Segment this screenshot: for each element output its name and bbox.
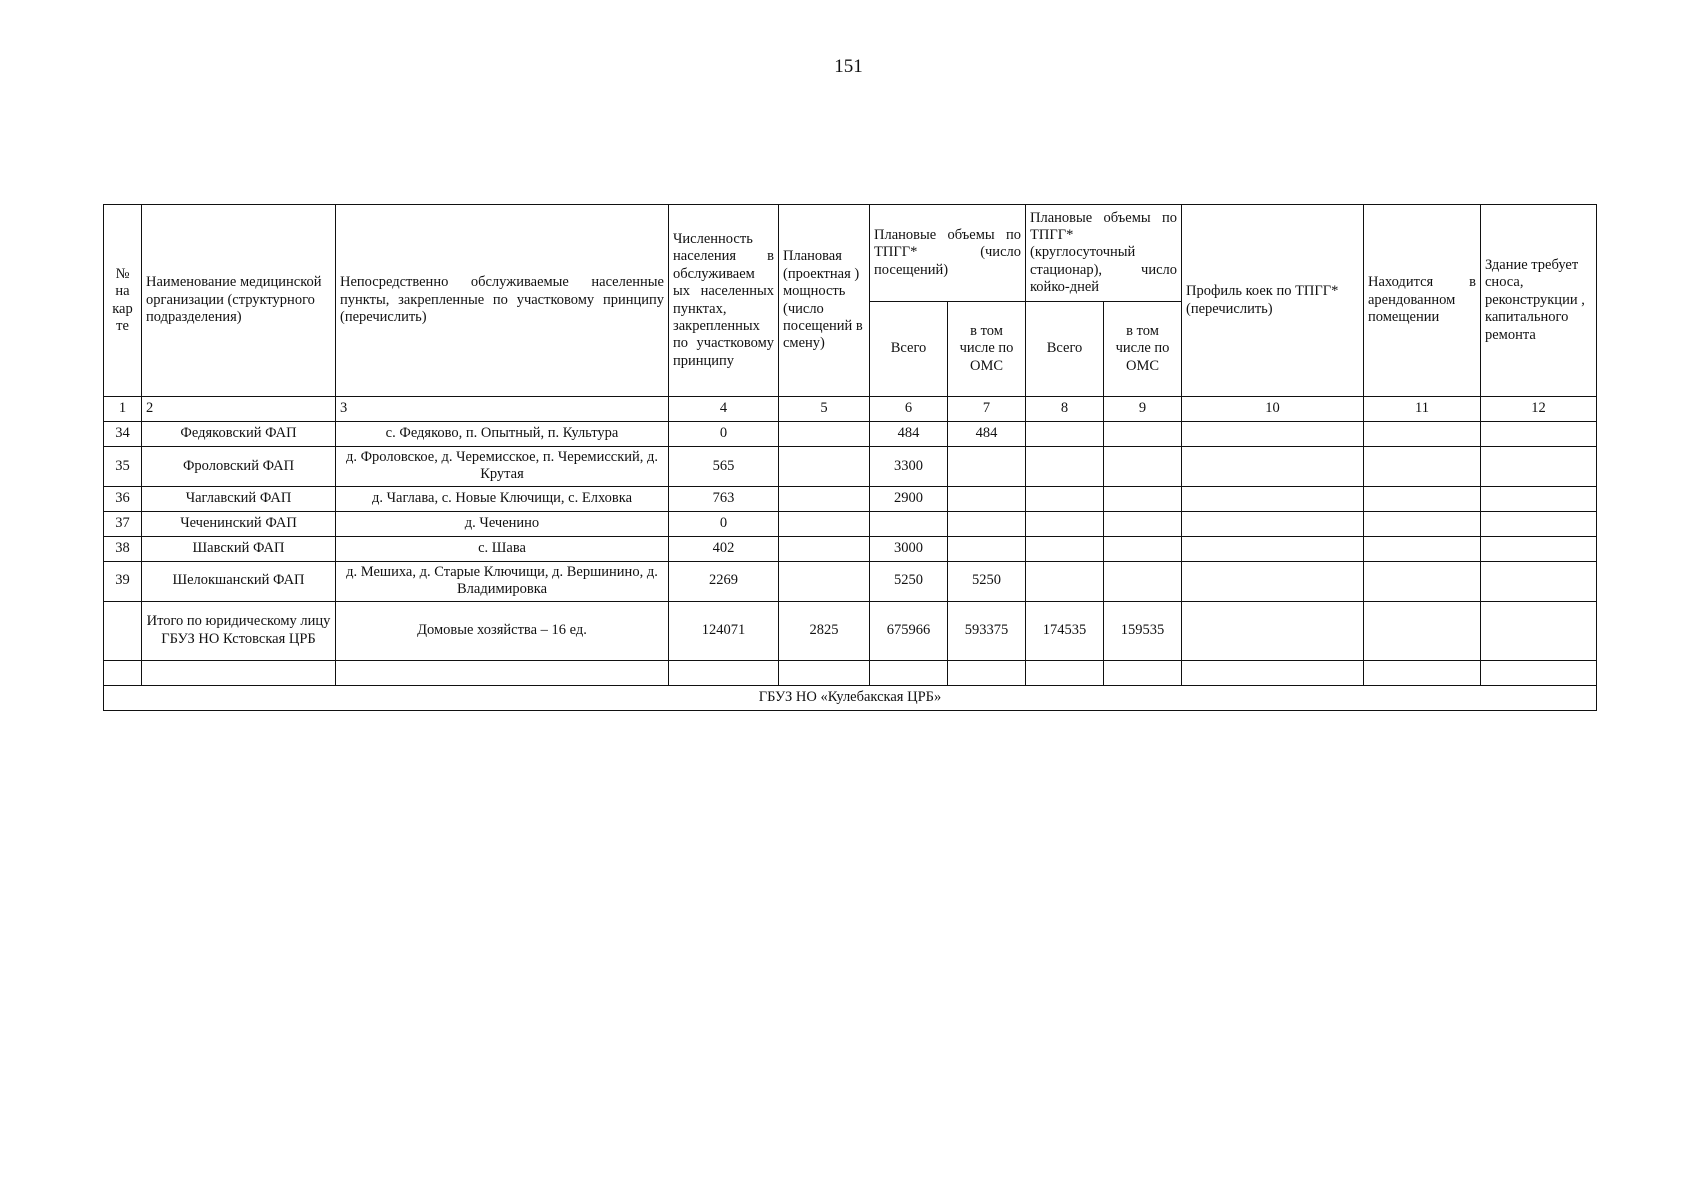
column-number: 12 — [1481, 397, 1597, 422]
empty-cell — [336, 660, 669, 685]
table-row — [104, 422, 1597, 447]
column-number: 3 — [336, 397, 669, 422]
header-map-number: № на кар те — [104, 205, 142, 397]
row-population: 565 — [669, 447, 779, 487]
row-capacity — [779, 561, 870, 601]
row-rented — [1364, 447, 1481, 487]
row-beds-oms — [1104, 561, 1182, 601]
row-repair — [1481, 511, 1597, 536]
row-beds-total — [1026, 447, 1104, 487]
row-visits-oms: 484 — [948, 422, 1026, 447]
row-settlements: д. Чеченино — [336, 511, 669, 536]
column-number: 6 — [870, 397, 948, 422]
column-number: 9 — [1104, 397, 1182, 422]
total-rented — [1364, 601, 1481, 660]
row-capacity — [779, 447, 870, 487]
row-profile — [1182, 447, 1364, 487]
row-number: 35 — [104, 447, 142, 487]
row-number: 34 — [104, 422, 142, 447]
row-settlements: с. Шава — [336, 536, 669, 561]
row-beds-oms — [1104, 447, 1182, 487]
total-beds-total: 174535 — [1026, 601, 1104, 660]
column-number: 7 — [948, 397, 1026, 422]
total-visits-oms: 593375 — [948, 601, 1026, 660]
table-row — [104, 511, 1597, 536]
row-beds-oms — [1104, 422, 1182, 447]
total-visits-total: 675966 — [870, 601, 948, 660]
row-visits-oms: 5250 — [948, 561, 1026, 601]
row-visits-total: 2900 — [870, 486, 948, 511]
row-beds-total — [1026, 536, 1104, 561]
table-row — [104, 486, 1597, 511]
total-population: 124071 — [669, 601, 779, 660]
column-number: 10 — [1182, 397, 1364, 422]
row-repair — [1481, 422, 1597, 447]
total-number — [104, 601, 142, 660]
empty-cell — [1104, 660, 1182, 685]
empty-cell — [870, 660, 948, 685]
row-rented — [1364, 511, 1481, 536]
row-name: Шавский ФАП — [142, 536, 336, 561]
empty-cell — [1026, 660, 1104, 685]
column-number: 4 — [669, 397, 779, 422]
row-profile — [1182, 536, 1364, 561]
page-number: 151 — [834, 56, 863, 77]
row-rented — [1364, 536, 1481, 561]
header-visits-oms: в том числе по ОМС — [948, 302, 1026, 397]
header-row-1 — [104, 205, 1597, 302]
total-settlements: Домовые хозяйства – 16 ед. — [336, 601, 669, 660]
table-row — [104, 561, 1597, 601]
row-profile — [1182, 511, 1364, 536]
row-beds-total — [1026, 486, 1104, 511]
row-capacity — [779, 486, 870, 511]
total-capacity: 2825 — [779, 601, 870, 660]
row-population: 0 — [669, 511, 779, 536]
table-row — [104, 536, 1597, 561]
column-number: 2 — [142, 397, 336, 422]
total-profile — [1182, 601, 1364, 660]
column-number: 8 — [1026, 397, 1104, 422]
row-number: 36 — [104, 486, 142, 511]
row-name: Фроловский ФАП — [142, 447, 336, 487]
total-row — [104, 601, 1597, 660]
empty-cell — [142, 660, 336, 685]
row-beds-total — [1026, 561, 1104, 601]
column-number: 5 — [779, 397, 870, 422]
row-number: 39 — [104, 561, 142, 601]
empty-cell — [948, 660, 1026, 685]
row-settlements: д. Чаглава, с. Новые Ключищи, с. Елховка — [336, 486, 669, 511]
row-beds-oms — [1104, 486, 1182, 511]
row-profile — [1182, 561, 1364, 601]
row-population: 2269 — [669, 561, 779, 601]
facilities-table — [103, 204, 1597, 711]
column-number: 11 — [1364, 397, 1481, 422]
empty-cell — [1182, 660, 1364, 685]
empty-cell — [779, 660, 870, 685]
row-repair — [1481, 561, 1597, 601]
row-visits-total — [870, 511, 948, 536]
row-rented — [1364, 561, 1481, 601]
row-visits-total: 3300 — [870, 447, 948, 487]
empty-row — [104, 660, 1597, 685]
row-repair — [1481, 447, 1597, 487]
total-name: Итого по юридическому лицу ГБУЗ НО Кстовская ЦРБ — [142, 601, 336, 660]
row-visits-oms — [948, 511, 1026, 536]
column-number-row — [104, 397, 1597, 422]
row-settlements: с. Федяково, п. Опытный, п. Культура — [336, 422, 669, 447]
header-repair: Здание требует сноса, реконструкции , капитального ремонта — [1481, 205, 1597, 397]
row-capacity — [779, 536, 870, 561]
empty-cell — [1481, 660, 1597, 685]
row-name: Федяковский ФАП — [142, 422, 336, 447]
table-row — [104, 447, 1597, 487]
column-number: 1 — [104, 397, 142, 422]
row-settlements: д. Фроловское, д. Черемисское, п. Черемисский, д. Крутая — [336, 447, 669, 487]
row-repair — [1481, 536, 1597, 561]
row-population: 402 — [669, 536, 779, 561]
row-capacity — [779, 422, 870, 447]
row-visits-total: 484 — [870, 422, 948, 447]
header-capacity: Плановая (проектная ) мощность (число посещений в смену) — [779, 205, 870, 397]
row-profile — [1182, 486, 1364, 511]
header-beds: Плановые объемы по ТПГГ* (круглосуточный стационар), число койко-дней — [1026, 205, 1182, 302]
row-rented — [1364, 486, 1481, 511]
row-population: 763 — [669, 486, 779, 511]
row-visits-total: 3000 — [870, 536, 948, 561]
total-beds-oms: 159535 — [1104, 601, 1182, 660]
header-beds-total: Всего — [1026, 302, 1104, 397]
row-visits-oms — [948, 486, 1026, 511]
row-profile — [1182, 422, 1364, 447]
row-visits-oms — [948, 536, 1026, 561]
row-name: Чеченинский ФАП — [142, 511, 336, 536]
header-org-name: Наименование медицинской организации (структурного подразделения) — [142, 205, 336, 397]
total-repair — [1481, 601, 1597, 660]
header-settlements: Непосредственно обслуживаемые населенные пункты, закрепленные по участковому принципу (перечислить) — [336, 205, 669, 397]
row-name: Шелокшанский ФАП — [142, 561, 336, 601]
section-title: ГБУЗ НО «Кулебакская ЦРБ» — [104, 685, 1597, 710]
empty-cell — [1364, 660, 1481, 685]
header-rented: Находится в арендованном помещении — [1364, 205, 1481, 397]
row-beds-total — [1026, 422, 1104, 447]
row-beds-total — [1026, 511, 1104, 536]
section-row — [104, 685, 1597, 710]
row-visits-total: 5250 — [870, 561, 948, 601]
header-population: Численность населения в обслуживаем ых населенных пунктах, закрепленных по участковому принципу — [669, 205, 779, 397]
header-beds-oms: в том числе по ОМС — [1104, 302, 1182, 397]
row-rented — [1364, 422, 1481, 447]
row-visits-oms — [948, 447, 1026, 487]
row-repair — [1481, 486, 1597, 511]
row-beds-oms — [1104, 511, 1182, 536]
header-visits-total: Всего — [870, 302, 948, 397]
row-number: 38 — [104, 536, 142, 561]
header-bed-profile: Профиль коек по ТПГГ* (перечислить) — [1182, 205, 1364, 397]
header-visits: Плановые объемы по ТПГГ* (число посещений) — [870, 205, 1026, 302]
row-beds-oms — [1104, 536, 1182, 561]
row-name: Чаглавский ФАП — [142, 486, 336, 511]
row-capacity — [779, 511, 870, 536]
row-settlements: д. Мешиха, д. Старые Ключищи, д. Вершинино, д. Владимировка — [336, 561, 669, 601]
row-number: 37 — [104, 511, 142, 536]
row-population: 0 — [669, 422, 779, 447]
empty-cell — [104, 660, 142, 685]
empty-cell — [669, 660, 779, 685]
